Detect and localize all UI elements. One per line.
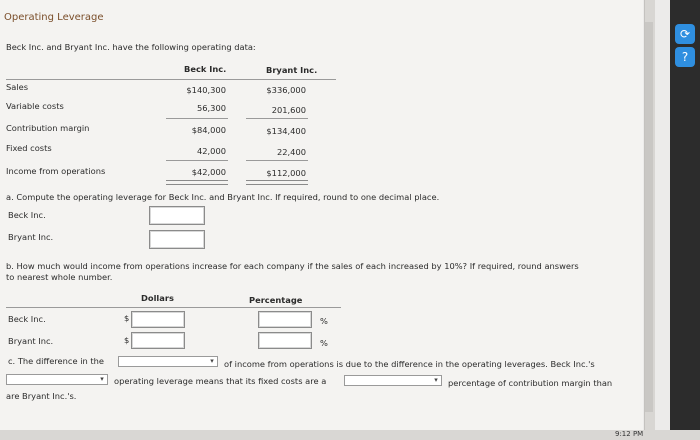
col-header-dollars: Dollars bbox=[141, 293, 174, 303]
row-label-variable: Variable costs bbox=[6, 101, 64, 111]
double-rule-beck bbox=[166, 180, 228, 185]
fixed-cost-proportion-dropdown[interactable] bbox=[344, 375, 442, 386]
operating-leverage-beck-input[interactable] bbox=[149, 206, 205, 225]
part-a-question: a. Compute the operating leverage for Beck Inc. and Bryant Inc. If required, round to one decimal place. bbox=[6, 192, 440, 202]
row-label-fixed: Fixed costs bbox=[6, 143, 52, 153]
taskbar bbox=[0, 430, 700, 440]
cell-beck-variable: 56,300 bbox=[196, 103, 226, 113]
col-header-percentage: Percentage bbox=[249, 295, 303, 305]
row-label-income: Income from operations bbox=[6, 166, 106, 176]
help-icon[interactable]: ? bbox=[675, 47, 695, 67]
row-label-contribution: Contribution margin bbox=[6, 123, 90, 133]
col-header-bryant: Bryant Inc. bbox=[266, 65, 318, 75]
part-b-question-line1: b. How much would income from operations increase for each company if the sales of each increased by 10%? If required, round answers bbox=[6, 261, 579, 271]
cell-beck-sales: $140,300 bbox=[186, 85, 226, 95]
operating-leverage-bryant-input[interactable] bbox=[149, 230, 205, 249]
cell-bryant-fixed: 22,400 bbox=[276, 147, 306, 157]
currency-sign: $ bbox=[124, 313, 130, 323]
cell-beck-contribution: $84,000 bbox=[191, 125, 226, 135]
rule-beck-1 bbox=[166, 118, 228, 119]
part-b-bryant-label: Bryant Inc. bbox=[8, 336, 54, 346]
col-header-beck: Beck Inc. bbox=[184, 64, 227, 74]
page-title: Operating Leverage bbox=[4, 12, 104, 23]
bryant-percent-input[interactable] bbox=[258, 332, 312, 349]
rule-bryant-2 bbox=[246, 160, 308, 161]
part-c-text4: percentage of contribution margin than bbox=[448, 378, 613, 388]
part-b-beck-label: Beck Inc. bbox=[8, 314, 46, 324]
chevron-down-icon: ▾ bbox=[100, 375, 104, 383]
chevron-down-icon: ▾ bbox=[210, 357, 214, 365]
difference-type-dropdown[interactable] bbox=[118, 356, 218, 367]
refresh-icon[interactable]: ⟳ bbox=[675, 24, 695, 44]
cell-bryant-contribution: $134,400 bbox=[266, 126, 306, 136]
cell-beck-income: $42,000 bbox=[191, 167, 226, 177]
intro-text: Beck Inc. and Bryant Inc. have the following operating data: bbox=[6, 42, 256, 52]
part-a-bryant-label: Bryant Inc. bbox=[8, 232, 54, 242]
part-b-header-rule bbox=[6, 307, 341, 308]
part-c-text1: c. The difference in the bbox=[8, 356, 105, 366]
percent-sign: % bbox=[320, 316, 328, 326]
part-a-beck-label: Beck Inc. bbox=[8, 210, 46, 220]
part-c-text2: of income from operations is due to the difference in the operating leverages. Beck Inc.'s bbox=[224, 359, 595, 369]
rule-beck-2 bbox=[166, 160, 228, 161]
header-rule bbox=[6, 79, 336, 80]
leverage-level-dropdown[interactable] bbox=[6, 374, 108, 385]
rule-bryant-1 bbox=[246, 118, 308, 119]
chevron-down-icon: ▾ bbox=[434, 376, 438, 384]
part-b-question-line2: to nearest whole number. bbox=[6, 272, 113, 282]
beck-dollars-input[interactable] bbox=[131, 311, 185, 328]
part-c-text3: operating leverage means that its fixed costs are a bbox=[114, 376, 327, 386]
cell-bryant-sales: $336,000 bbox=[266, 85, 306, 95]
double-rule-bryant bbox=[246, 180, 308, 185]
part-c-text5: are Bryant Inc.'s. bbox=[6, 391, 77, 401]
taskbar-clock: 9:12 PM bbox=[615, 430, 644, 438]
scrollbar-thumb[interactable] bbox=[645, 22, 653, 412]
cell-beck-fixed: 42,000 bbox=[196, 146, 226, 156]
beck-percent-input[interactable] bbox=[258, 311, 312, 328]
percent-sign: % bbox=[320, 338, 328, 348]
cell-bryant-variable: 201,600 bbox=[271, 105, 306, 115]
cell-bryant-income: $112,000 bbox=[266, 168, 306, 178]
bryant-dollars-input[interactable] bbox=[131, 332, 185, 349]
currency-sign: $ bbox=[124, 335, 130, 345]
row-label-sales: Sales bbox=[6, 82, 29, 92]
